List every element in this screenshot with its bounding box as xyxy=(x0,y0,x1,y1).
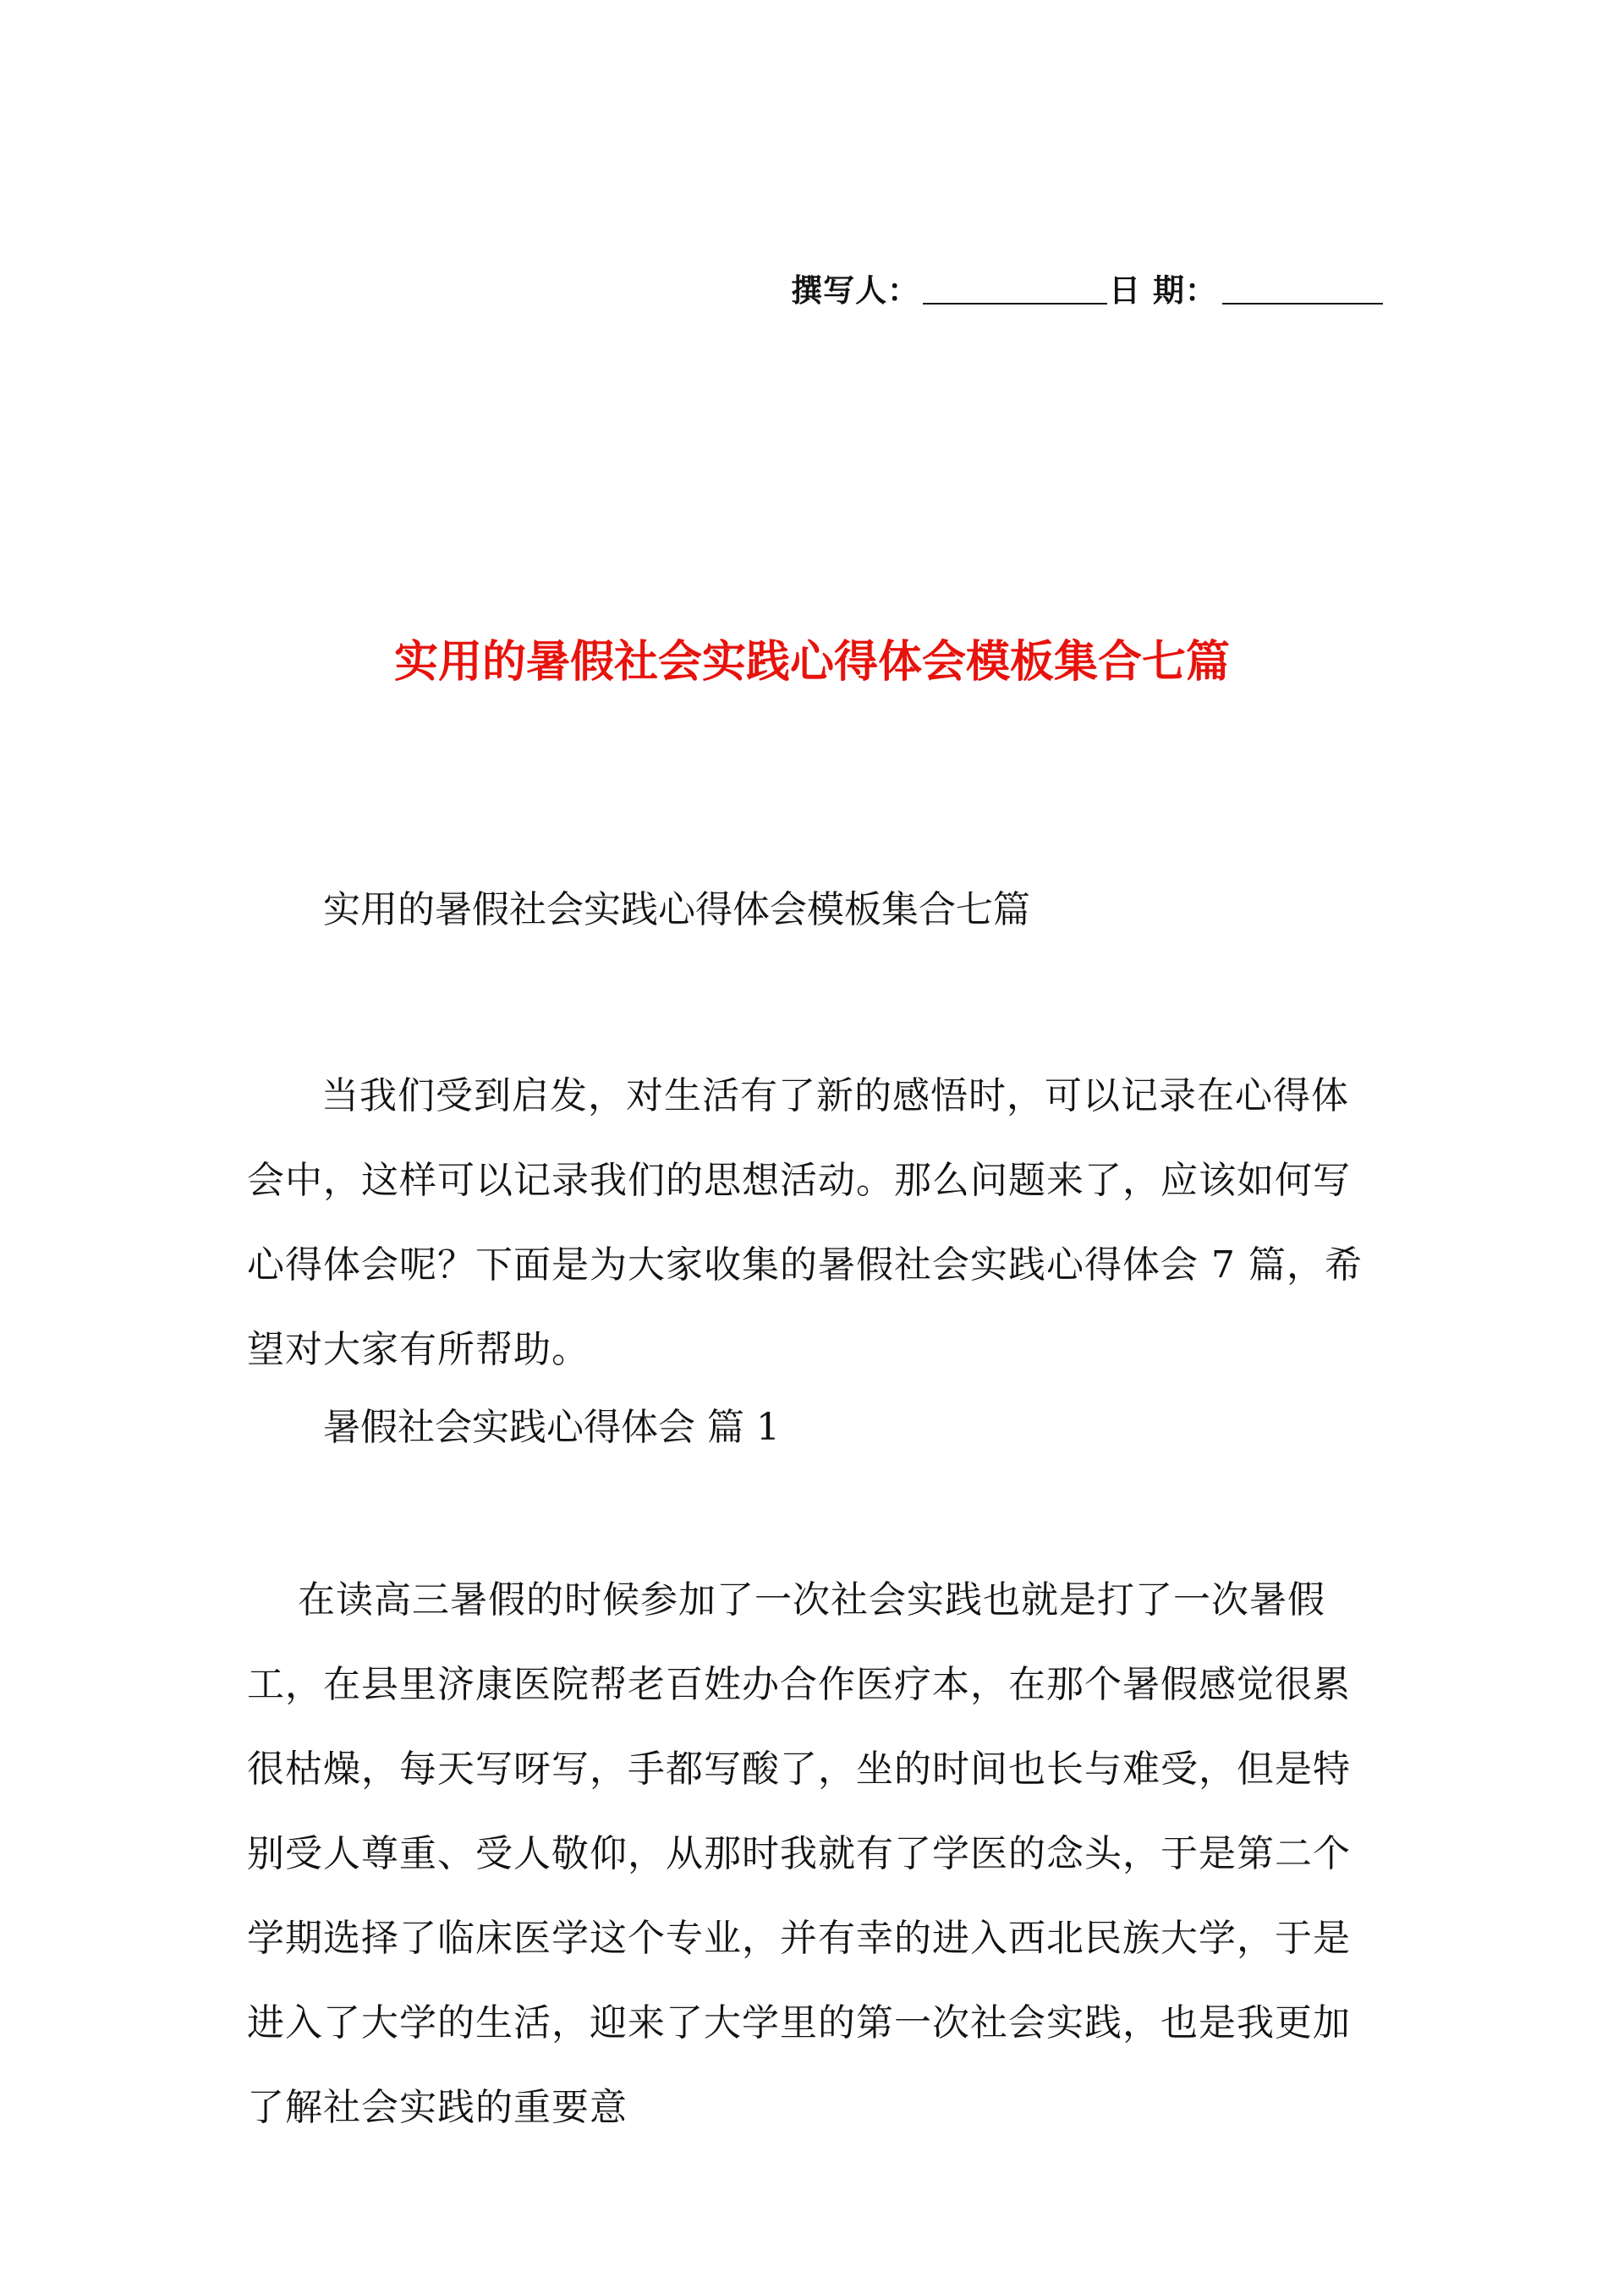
date-blank xyxy=(1222,299,1383,305)
document-subtitle: 实用的暑假社会实践心得体会模板集合七篇 xyxy=(323,888,1030,931)
author-blank xyxy=(923,299,1107,305)
date-label: 日 期： xyxy=(1109,272,1217,309)
author-label: 撰写人： xyxy=(791,272,920,309)
author-date-line xyxy=(791,272,1383,309)
body-paragraph: 在读高三暑假的时候参加了一次社会实践也就是打了一次暑假工，在县里济康医院帮老百姓办合作医疗本，在那个暑假感觉很累很枯燥，每天写呀写，手都写酸了，坐的时间也长与难受，但是特别受人尊重、受人敬仰，从那时我就有了学医的念头，于是第二个学期选择了临床医学这个专业，并有幸的进入西北民族大学，于是进入了大学的生活，迎来了大学里的第一次社会实践，也是我更加了解社会实践的重要意 xyxy=(247,1578,1351,2129)
section-heading: 暑假社会实践心得体会 篇 1 xyxy=(323,1406,780,1449)
document-title: 实用的暑假社会实践心得体会模板集合七篇 xyxy=(393,636,1230,688)
intro-paragraph: 当我们受到启发，对生活有了新的感悟时，可以记录在心得体会中，这样可以记录我们的思想活动。那么问题来了，应该如何写心得体会呢？下面是为大家收集的暑假社会实践心得体会 7 篇，希望对大家有所帮助。 xyxy=(247,1074,1363,1371)
